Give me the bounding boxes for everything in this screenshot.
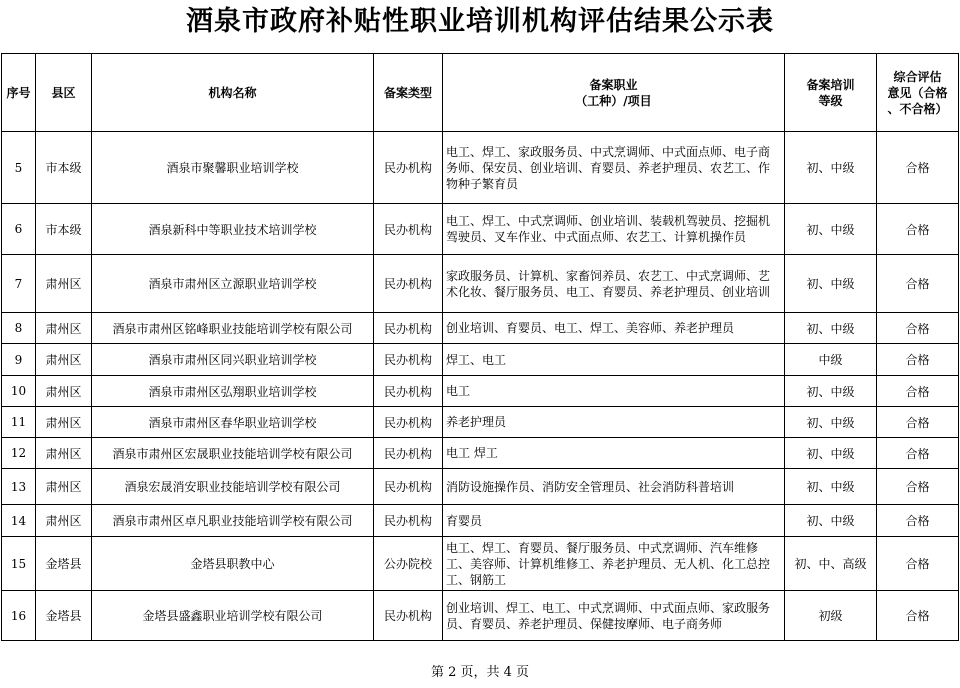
cell-type: 民办机构 <box>374 313 443 344</box>
cell-level: 初、中级 <box>785 255 877 313</box>
page-number: 第 2 页，共 4 页 <box>430 665 530 680</box>
table-row <box>2 344 959 376</box>
cell-occupation: 创业培训、焊工、电工、中式烹调师、中式面点师、家政服务员、育婴员、养老护理员、保健按摩师、电子商务师 <box>443 591 785 641</box>
cell-occupation: 创业培训、育婴员、电工、焊工、美容师、养老护理员 <box>443 313 785 344</box>
table-row <box>2 591 959 641</box>
cell-district: 肃州区 <box>36 505 92 537</box>
cell-no: 10 <box>2 376 36 407</box>
cell-name: 酒泉市肃州区宏晟职业技能培训学校有限公司 <box>92 438 374 469</box>
cell-level: 初、中级 <box>785 132 877 204</box>
cell-type: 民办机构 <box>374 407 443 438</box>
col-header-result-line1: 综合评估 <box>893 69 942 84</box>
col-header-name: 机构名称 <box>92 54 374 132</box>
cell-result: 合格 <box>877 376 959 407</box>
page-title: 酒泉市政府补贴性职业培训机构评估结果公示表 <box>186 6 774 37</box>
cell-name: 酒泉市肃州区同兴职业培训学校 <box>92 344 374 376</box>
cell-level: 中级 <box>785 344 877 376</box>
cell-district: 肃州区 <box>36 376 92 407</box>
table-header-row <box>2 54 959 132</box>
table-row <box>2 537 959 591</box>
col-header-type: 备案类型 <box>374 54 443 132</box>
cell-name: 酒泉市肃州区弘翔职业培训学校 <box>92 376 374 407</box>
table-row <box>2 505 959 537</box>
cell-district: 金塔县 <box>36 591 92 641</box>
cell-result: 合格 <box>877 407 959 438</box>
table-row <box>2 132 959 204</box>
cell-occupation: 养老护理员 <box>443 407 785 438</box>
cell-level: 初、中级 <box>785 376 877 407</box>
cell-name: 金塔县职教中心 <box>92 537 374 591</box>
table-row <box>2 255 959 313</box>
col-header-level-line1: 备案培训 <box>806 77 855 92</box>
table-row <box>2 204 959 255</box>
cell-type: 民办机构 <box>374 505 443 537</box>
col-header-district: 县区 <box>36 54 92 132</box>
cell-name: 酒泉新科中等职业技术培训学校 <box>92 204 374 255</box>
cell-result: 合格 <box>877 438 959 469</box>
col-header-occupation-line1: 备案职业 <box>589 77 638 92</box>
cell-level: 初、中级 <box>785 313 877 344</box>
cell-result: 合格 <box>877 313 959 344</box>
col-header-result-line2: 意见（合格 <box>887 85 948 100</box>
cell-type: 民办机构 <box>374 204 443 255</box>
cell-occupation: 消防设施操作员、消防安全管理员、社会消防科普培训 <box>443 469 785 505</box>
cell-name: 金塔县盛鑫职业培训学校有限公司 <box>92 591 374 641</box>
col-header-no: 序号 <box>2 54 36 132</box>
cell-result: 合格 <box>877 344 959 376</box>
cell-level: 初、中级 <box>785 438 877 469</box>
cell-district: 市本级 <box>36 204 92 255</box>
cell-no: 15 <box>2 537 36 591</box>
col-header-occupation-line2: （工种）/项目 <box>575 93 652 108</box>
cell-level: 初、中级 <box>785 505 877 537</box>
cell-occupation: 电工 <box>443 376 785 407</box>
cell-level: 初级 <box>785 591 877 641</box>
table-row <box>2 407 959 438</box>
table-row <box>2 313 959 344</box>
cell-type: 民办机构 <box>374 344 443 376</box>
table-row <box>2 376 959 407</box>
cell-no: 5 <box>2 132 36 204</box>
cell-level: 初、中级 <box>785 407 877 438</box>
cell-result: 合格 <box>877 255 959 313</box>
cell-type: 民办机构 <box>374 591 443 641</box>
cell-result: 合格 <box>877 537 959 591</box>
cell-district: 肃州区 <box>36 344 92 376</box>
col-header-level-line2: 等级 <box>818 93 843 108</box>
cell-result: 合格 <box>877 204 959 255</box>
cell-district: 金塔县 <box>36 537 92 591</box>
table-row <box>2 438 959 469</box>
cell-type: 公办院校 <box>374 537 443 591</box>
cell-no: 8 <box>2 313 36 344</box>
cell-district: 市本级 <box>36 132 92 204</box>
cell-result: 合格 <box>877 132 959 204</box>
cell-no: 9 <box>2 344 36 376</box>
cell-type: 民办机构 <box>374 438 443 469</box>
cell-no: 12 <box>2 438 36 469</box>
cell-no: 16 <box>2 591 36 641</box>
cell-type: 民办机构 <box>374 376 443 407</box>
cell-result: 合格 <box>877 469 959 505</box>
col-header-occupation <box>443 54 785 132</box>
cell-level: 初、中级 <box>785 469 877 505</box>
cell-district: 肃州区 <box>36 255 92 313</box>
cell-name: 酒泉市肃州区卓凡职业技能培训学校有限公司 <box>92 505 374 537</box>
cell-level: 初、中、高级 <box>785 537 877 591</box>
cell-name: 酒泉市聚馨职业培训学校 <box>92 132 374 204</box>
cell-occupation: 育婴员 <box>443 505 785 537</box>
cell-name: 酒泉宏晟消安职业技能培训学校有限公司 <box>92 469 374 505</box>
cell-no: 7 <box>2 255 36 313</box>
cell-type: 民办机构 <box>374 255 443 313</box>
cell-district: 肃州区 <box>36 438 92 469</box>
cell-occupation: 电工 焊工 <box>443 438 785 469</box>
cell-name: 酒泉市肃州区铭峰职业技能培训学校有限公司 <box>92 313 374 344</box>
cell-no: 13 <box>2 469 36 505</box>
cell-type: 民办机构 <box>374 469 443 505</box>
col-header-level <box>785 54 877 132</box>
results-table <box>1 53 959 641</box>
cell-no: 11 <box>2 407 36 438</box>
cell-district: 肃州区 <box>36 469 92 505</box>
col-header-result <box>877 54 959 132</box>
cell-district: 肃州区 <box>36 313 92 344</box>
cell-district: 肃州区 <box>36 407 92 438</box>
cell-occupation: 电工、焊工、育婴员、餐厅服务员、中式烹调师、汽车维修工、美容师、计算机维修工、养老护理员、无人机、化工总控工、钢筋工 <box>443 537 785 591</box>
cell-occupation: 电工、焊工、家政服务员、中式烹调师、中式面点师、电子商务师、保安员、创业培训、育婴员、养老护理员、农艺工、作物种子繁育员 <box>443 132 785 204</box>
table-row <box>2 469 959 505</box>
cell-occupation: 电工、焊工、中式烹调师、创业培训、装载机驾驶员、挖掘机驾驶员、叉车作业、中式面点师、农艺工、计算机操作员 <box>443 204 785 255</box>
cell-occupation: 焊工、电工 <box>443 344 785 376</box>
cell-name: 酒泉市肃州区立源职业培训学校 <box>92 255 374 313</box>
cell-name: 酒泉市肃州区春华职业培训学校 <box>92 407 374 438</box>
cell-result: 合格 <box>877 591 959 641</box>
cell-no: 14 <box>2 505 36 537</box>
cell-result: 合格 <box>877 505 959 537</box>
cell-no: 6 <box>2 204 36 255</box>
cell-type: 民办机构 <box>374 132 443 204</box>
cell-occupation: 家政服务员、计算机、家畜饲养员、农艺工、中式烹调师、艺术化妆、餐厅服务员、电工、育婴员、养老护理员、创业培训 <box>443 255 785 313</box>
cell-level: 初、中级 <box>785 204 877 255</box>
col-header-result-line3: 、不合格） <box>887 101 948 116</box>
